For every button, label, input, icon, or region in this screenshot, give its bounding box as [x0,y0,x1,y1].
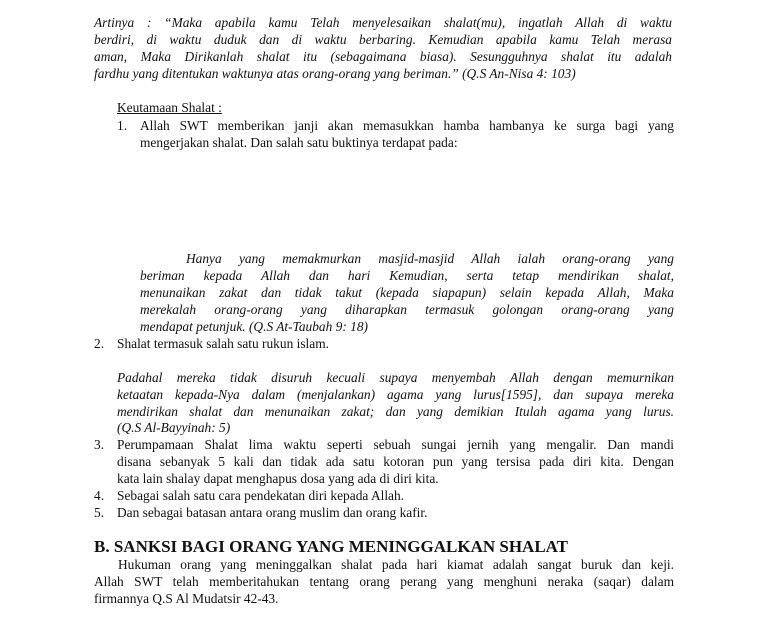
keutamaan-heading: Keutamaan Shalat : [117,100,222,115]
artinya-line-4: fardhu yang ditentukan waktunya atas orang-orang yang beriman.” (Q.S An-Nisa 4: 103) [94,66,576,81]
item2-quote-line-2: ketaatan kepada-Nya dalam (menjalankan) agama yang lurus[1595], dan supaya mereka [117,387,674,402]
item3-line-3: kata lain shalay dapat menghapus dosa yang ada di diri kita. [117,471,439,486]
item1-quote-line-1: Hanya yang memakmurkan masjid-masjid Allah ialah orang-orang yang [186,251,674,266]
artinya-line-1: Artinya : “Maka apabila kamu Telah menyelesaikan shalat(mu), ingatlah Allah di waktu [94,15,672,30]
list-number-2: 2. [94,336,105,351]
item2-quote-line-4: (Q.S Al-Bayyinah: 5) [117,420,231,435]
artinya-line-2: berdiri, di waktu duduk dan di waktu berbaring. Kemudian apabila kamu Telah merasa [94,32,672,47]
item2-quote-line-3: mendirikan shalat dan menunaikan zakat; dan yang demikian Itulah agama yang lurus. [117,404,674,419]
item2-quote-line-1: Padahal mereka tidak disuruh kecuali supaya menyembah Allah dengan memurnikan [117,370,674,385]
item1-quote-line-5: mendapat petunjuk. (Q.S At-Taubah 9: 18) [140,319,368,334]
item4-text: Sebagai salah satu cara pendekatan diri kepada Allah. [117,488,405,503]
section-b-line-3: firmannya Q.S Al Mudatsir 42-43. [94,591,279,606]
section-b-line-2: Allah SWT telah memberitahukan tentang orang perang yang menghuni neraka (saqar) dalam [94,574,674,589]
item5-text: Dan sebagai batasan antara orang muslim dan orang kafir. [117,505,428,520]
artinya-line-3: aman, Maka Dirikanlah shalat itu (sebagaimana biasa). Sesungguhnya shalat itu adalah [94,49,672,64]
section-b-line-1: Hukuman orang yang meninggalkan shalat pada hari kiamat adalah sangat buruk dan keji. [118,557,674,572]
item1-quote-line-2: beriman kepada Allah dan hari Kemudian, serta tetap mendirikan shalat, [140,268,674,283]
item3-line-2: disana sebanyak 5 kali dan tidak ada satu kotoran pun yang tersisa pada diri kita. Dengan [117,454,674,469]
item1-line-2: mengerjakan shalat. Dan salah satu buktinya terdapat pada: [140,135,458,150]
list-number-5: 5. [94,505,105,520]
section-b-heading: B. SANKSI BAGI ORANG YANG MENINGGALKAN SHALAT [94,537,569,556]
list-number-4: 4. [94,488,105,503]
list-number-3: 3. [94,437,105,452]
item2-text: Shalat termasuk salah satu rukun islam. [117,336,329,351]
item1-quote-line-3: menunaikan zakat dan tidak takut (kepada siapapun) selain kepada Allah, Maka [140,285,674,300]
item1-line-1: Allah SWT memberikan janji akan memasukkan hamba hambanya ke surga bagi yang [140,118,674,133]
item1-quote-line-4: merekalah orang-orang yang diharapkan termasuk golongan orang-orang yang [140,302,674,317]
list-number-1: 1. [117,118,128,133]
item3-line-1: Perumpamaan Shalat lima waktu seperti sebuah sungai jernih yang mengalir. Dan mandi [117,437,674,452]
